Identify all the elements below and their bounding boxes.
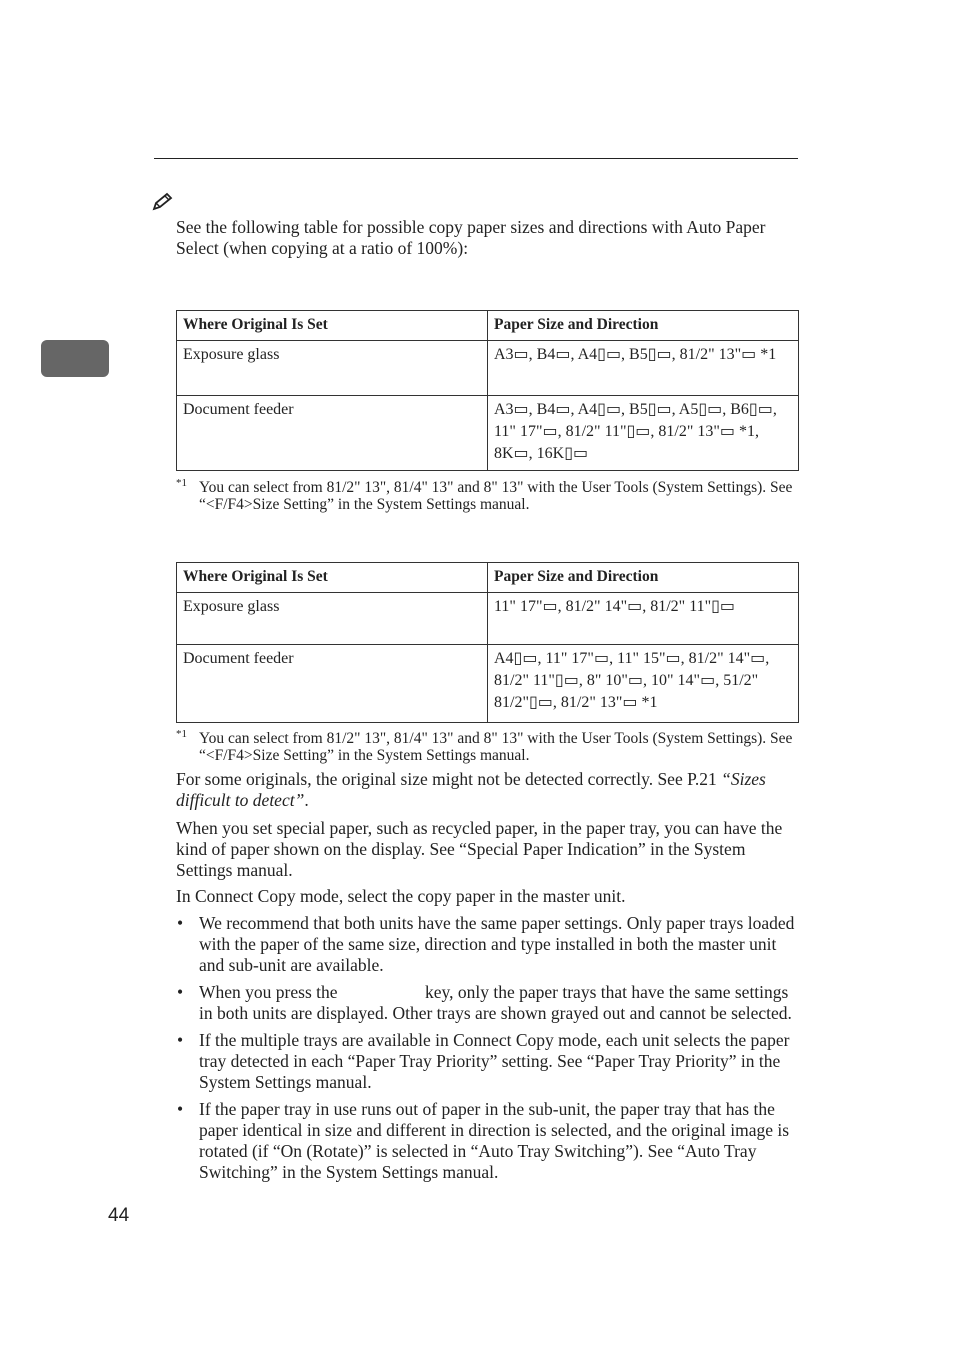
page-number: 44 [108,1205,130,1226]
table-row [177,645,799,723]
list-item-text: When you press the key, only the paper trays that have the same settings in both units are displayed. Other trays are shown grayed out and cannot be selected. [199,982,793,1023]
detection-end: . [304,790,309,810]
paper-size-table-2 [176,562,799,723]
row-sizes: A4▯▭, 11" 17"▭, 11" 15"▭, 81/2" 14"▭, 81/2" 11"▯▭, 8" 10"▭, 10" 14"▭, 51/2" 81/2"▯▭, 81/2" 13"▭ *1 [488,645,799,723]
table-row [177,341,799,396]
table-header-row [177,563,799,593]
row-location: Document feeder [177,396,488,471]
note-pencil-icon [152,192,174,212]
header-paper-size: Paper Size and Direction [488,563,799,593]
row-location: Document feeder [177,645,488,723]
special-paper-paragraph: When you set special paper, such as recycled paper, in the paper tray, you can have the kind of paper shown on the display. See “Special Paper Indication” in the System Settings manual. [176,818,783,880]
list-item-text: If the multiple trays are available in Connect Copy mode, each unit selects the paper tray detected in each “Paper Tray Priority” setting. See “Paper Tray Priority” in the System Settings manual. [199,1030,790,1092]
list-item [176,982,800,1024]
bullet-icon: • [177,913,184,933]
header-rule [154,158,798,159]
footnote-mark: *1 [176,477,187,489]
table-row [177,593,799,645]
list-item [176,1030,800,1093]
paper-size-table-1 [176,310,799,471]
chapter-tab [41,340,109,377]
header-where-original: Where Original Is Set [177,311,488,341]
header-where-original: Where Original Is Set [177,563,488,593]
row-location: Exposure glass [177,341,488,396]
list-item-text: If the paper tray in use runs out of paper in the sub-unit, the paper tray that has the paper identical in size and different in direction is selected, and the original image is rotated (if “On (Rotate)” is selected in “Auto Tray Switching”). See “Auto Tray Switching” in the System Settings manual. [199,1099,790,1182]
detection-paragraph [176,769,800,811]
row-sizes: 11" 17"▭, 81/2" 14"▭, 81/2" 11"▯▭ [488,593,799,645]
bullet-icon: • [177,982,184,1002]
table-header-row [177,311,799,341]
connect-copy-paragraph: In Connect Copy mode, select the copy paper in the master unit. [176,886,626,906]
header-paper-size: Paper Size and Direction [488,311,799,341]
bullet-icon: • [177,1099,184,1119]
footnote-text: You can select from 81/2" 13", 81/4" 13" and 8" 13" with the User Tools (System Settings). See “<F/F4>Size Setting” in the System Settings manual. [199,479,793,513]
table2-footnote [176,730,799,764]
table-row [177,396,799,471]
row-sizes: A3▭, B4▭, A4▯▭, B5▯▭, 81/2" 13"▭ *1 [488,341,799,396]
connect-copy-bullets [176,913,800,1189]
sizes-difficult-link[interactable]: “Sizes difficult to detect” [176,769,766,810]
list-item [176,913,800,976]
list-item [176,1099,800,1183]
footnote-mark: *1 [176,728,187,740]
intro-paragraph: See the following table for possible copy paper sizes and directions with Auto Paper Select (when copying at a ratio of 100%): [176,217,766,258]
footnote-text: You can select from 81/2" 13", 81/4" 13" and 8" 13" with the User Tools (System Settings). See “<F/F4>Size Setting” in the System Settings manual. [199,730,793,764]
row-location: Exposure glass [177,593,488,645]
table1-footnote [176,479,799,513]
row-sizes: A3▭, B4▭, A4▯▭, B5▯▭, A5▯▭, B6▯▭, 11" 17"▭, 81/2" 11"▯▭, 81/2" 13"▭ *1, 8K▭, 16K▯▭ [488,396,799,471]
list-item-text: We recommend that both units have the same paper settings. Only paper trays loaded with the paper of the same size, direction and type installed in both the master unit and sub-unit are available. [199,913,795,975]
bullet-icon: • [177,1030,184,1050]
detection-text: For some originals, the original size might not be detected correctly. See P.21 [176,769,722,789]
